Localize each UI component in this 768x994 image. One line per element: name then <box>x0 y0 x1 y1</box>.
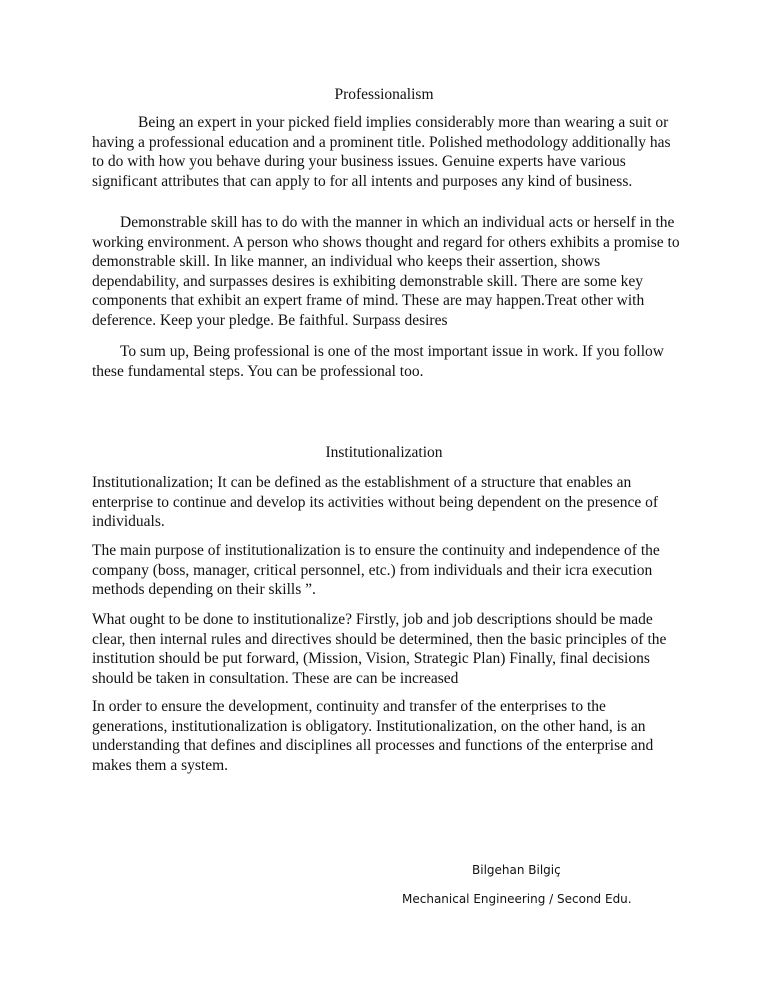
paragraph: To sum up, Being professional is one of the most important issue in work. If you follow these fundamental steps. You can be professional too. <box>92 343 664 380</box>
paragraph: Being an expert in your picked field implies considerably more than wearing a suit or having a professional education and a prominent title. Polished methodology additionally has to do with how you behave during your business issues. Genuine experts have various significant attributes that can apply to for all intents and purposes any kind of business. <box>92 114 671 190</box>
section-title-professionalism: Professionalism <box>334 86 434 103</box>
author-name: Bilgehan Bilgiç <box>472 863 561 877</box>
paragraph: The main purpose of institutionalization is to ensure the continuity and independence of the company (boss, manager, critical personnel, etc.) from individuals and their icra execution methods depending on their skills ”. <box>92 542 660 598</box>
paragraph: What ought to be done to institutionalize? Firstly, job and job descriptions should be made clear, then internal rules and directives should be determined, then the basic principles of the institution should be put forward, (Mission, Vision, Strategic Plan) Finally, final decisions should be taken in consultation. These are can be increased <box>92 611 667 687</box>
paragraph: In order to ensure the development, continuity and transfer of the enterprises to the generations, institutionalization is obligatory. Institutionalization, on the other hand, is an understanding that defines and disciplines all processes and functions of the enterprise and makes them a system. <box>92 698 654 774</box>
section-title-institutionalization: Institutionalization <box>325 444 443 461</box>
paragraph: Demonstrable skill has to do with the manner in which an individual acts or herself in the working environment. A person who shows thought and regard for others exhibits a promise to demonstrable skill. In like manner, an individual who keeps their assertion, shows dependability, and surpasses desires is exhibiting demonstrable skill. There are some key components that exhibit an expert frame of mind. These are may happen.Treat other with deference. Keep your pledge. Be faithful. Surpass desires <box>92 214 680 329</box>
author-department: Mechanical Engineering / Second Edu. <box>402 892 632 906</box>
paragraph: Institutionalization; It can be defined as the establishment of a structure that enables an enterprise to continue and develop its activities without being dependent on the presence of individuals. <box>92 474 659 530</box>
